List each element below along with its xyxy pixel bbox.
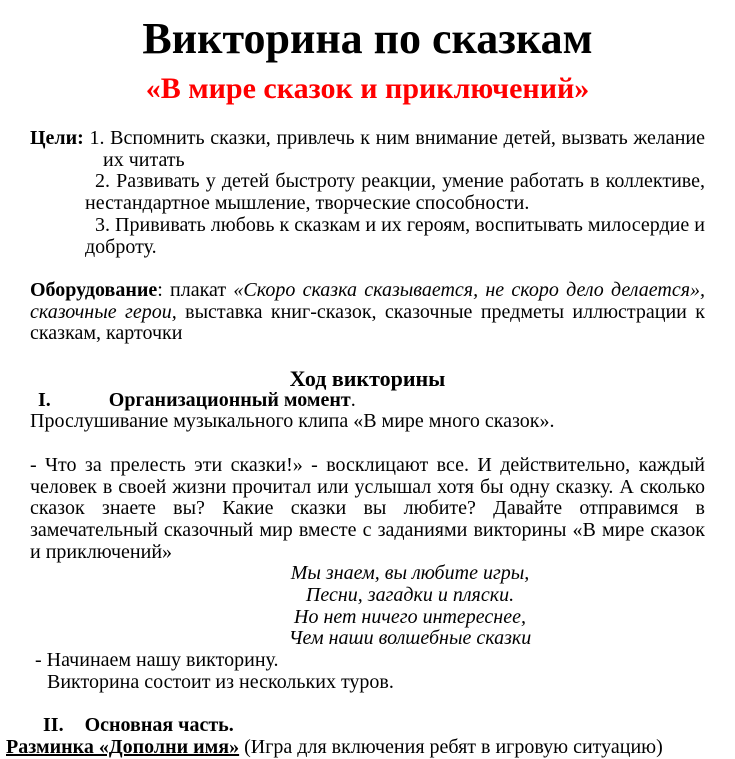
blank-line	[30, 433, 705, 455]
document-title: Викторина по сказкам	[142, 14, 593, 63]
poem-line-4: Чем наши волшебные сказки	[288, 627, 532, 650]
equipment-quote: «Скоро сказка сказывается, не скоро дело делается», сказочные герои,	[30, 278, 705, 323]
equipment-paragraph	[30, 280, 705, 345]
poem-line-3: Но нет ничего интереснее,	[294, 605, 526, 628]
warmup-title: Разминка «Дополни имя»	[6, 735, 240, 758]
goals-item-1: 1. Вспомнить сказки, привлечь к ним внимание детей, вызвать желание их читать	[89, 127, 706, 171]
poem-line-2: Песни, загадки и пляски.	[305, 584, 515, 607]
goals-paragraph-1	[30, 127, 706, 171]
equipment-label: Оборудование	[30, 278, 158, 301]
start-line-2: Викторина состоит из нескольких туров.	[47, 670, 394, 693]
section-1-numeral: I.	[38, 388, 51, 411]
listening-line: Прослушивание музыкального клипа «В мире много сказок».	[30, 410, 555, 433]
warmup-note: (Игра для включения ребят в игровую ситуацию)	[244, 735, 663, 758]
intro-paragraph: - Что за прелесть эти сказки!» - восклицают все. И действительно, каждый человек в своей жизни прочитал или услышал хотя бы одну сказку. А сколько сказок знаете вы? Какие сказки вы любите? Давайте отправимся в замечательный сказочный мир вместе с заданиями викторины «В мире сказок и приключений»	[30, 453, 705, 563]
start-line-1: - Начинаем нашу викторину.	[35, 649, 279, 672]
document-page	[0, 14, 735, 758]
poem	[130, 563, 690, 650]
section-1-title: Организационный момент	[108, 388, 351, 411]
course-heading: Ход викторины	[289, 365, 446, 391]
section-1-heading	[38, 390, 705, 412]
equipment-rest: выставка книг-сказок, сказочные предметы иллюстрации к сказкам, карточки	[30, 300, 706, 345]
goals-paragraph-2: 2. Развивать у детей быстроту реакции, умение работать в коллективе, нестандартное мышление, творческие способности.	[85, 170, 705, 215]
section-1-period: .	[350, 388, 356, 411]
goals-label: Цели:	[30, 127, 84, 149]
section-2-numeral: II.	[43, 714, 64, 737]
blank-line	[30, 694, 705, 716]
warmup-line	[6, 737, 705, 759]
blank-line	[30, 258, 705, 280]
blank-line	[30, 345, 705, 367]
goals-paragraph-3: 3. Прививать любовь к сказкам и их героям, воспитывать милосердие и доброту.	[85, 213, 705, 258]
document-subtitle: «В мире сказок и приключений»	[145, 72, 590, 105]
poem-line-1: Мы знаем, вы любите игры,	[290, 562, 530, 585]
equipment-lead: : плакат	[157, 278, 234, 301]
section-2-heading	[43, 715, 705, 737]
section-2-title: Основная часть.	[84, 714, 234, 737]
